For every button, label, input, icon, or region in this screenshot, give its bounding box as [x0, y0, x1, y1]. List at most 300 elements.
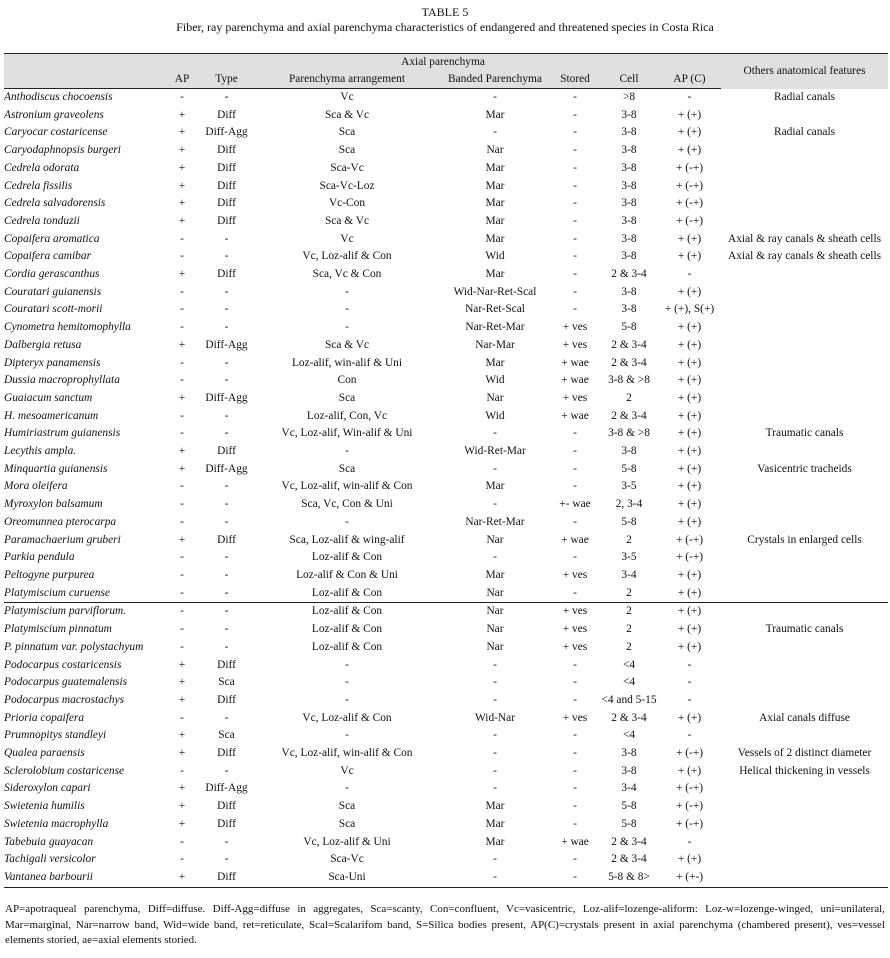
stored-cell: -: [573, 126, 577, 139]
table-row: [4, 301, 888, 319]
column-header: AP: [165, 71, 199, 89]
table-row: [4, 408, 888, 426]
ap-cell: -: [180, 711, 184, 724]
other-features-cell: [721, 266, 888, 284]
arrangement-cell: Sca & Vc: [324, 214, 370, 227]
arrangement-cell: Sca & Vc: [324, 108, 370, 121]
ap-cell: +: [178, 747, 186, 760]
table-row: [4, 692, 888, 710]
ap-crystals-cell: + (-+): [675, 747, 704, 760]
stored-cell: -: [573, 214, 577, 227]
type-cell: Diff: [217, 108, 236, 121]
stored-cell: -: [573, 427, 577, 440]
cell-size-cell: 3-8: [621, 303, 637, 316]
ap-cell: -: [180, 232, 184, 245]
species-name: Parkia pendula: [4, 551, 75, 564]
other-features-cell: Helical thickening in vessels: [739, 764, 870, 777]
ap-crystals-cell: + (-+): [675, 197, 704, 210]
species-header-blank: [4, 71, 165, 89]
arrangement-cell: Sca, Loz-alif & wing-alif: [289, 533, 405, 546]
other-features-cell: [721, 674, 888, 692]
stored-cell: + ves: [562, 321, 588, 334]
ap-crystals-cell: + (+): [677, 232, 702, 245]
cell-size-cell: 5-8: [621, 321, 637, 334]
other-features-cell: [721, 692, 888, 710]
ap-cell: -: [180, 409, 184, 422]
other-features-cell: [721, 284, 888, 302]
arrangement-cell: Vc: [340, 91, 354, 103]
table-row: [4, 710, 888, 728]
cell-size-cell: 3-8: [621, 161, 637, 174]
table-row: [4, 657, 888, 675]
type-cell: -: [224, 640, 229, 653]
species-name: Sclerolobium costaricense: [4, 764, 125, 777]
arrangement-cell: Sca-Vc: [330, 161, 364, 174]
banded-cell: Mar: [485, 268, 505, 281]
table-row: [4, 478, 888, 496]
stored-cell: + wae: [561, 409, 589, 422]
column-header: Banded Parenchyma: [440, 71, 550, 89]
ap-cell: -: [180, 250, 184, 263]
table-row: [4, 124, 888, 142]
table-row: [4, 372, 888, 390]
arrangement-cell: Sca-Vc: [330, 853, 364, 866]
species-name: Couratari guianensis: [4, 285, 102, 298]
banded-cell: Nar: [440, 603, 550, 621]
ap-cell: -: [180, 374, 184, 387]
type-cell: Diff: [199, 869, 254, 887]
banded-cell: Nar-Mar: [475, 338, 515, 351]
arrangement-cell: -: [345, 445, 349, 458]
type-cell: -: [224, 551, 229, 564]
arrangement-cell: -: [345, 658, 349, 671]
species-name: Copaifera camibar: [4, 250, 92, 263]
type-cell: Diff: [217, 144, 236, 157]
stored-cell: -: [573, 91, 577, 103]
stored-cell: -: [573, 551, 577, 564]
species-name: H. mesoamericanum: [4, 409, 99, 422]
arrangement-cell: -: [345, 285, 349, 298]
stored-cell: -: [573, 285, 577, 298]
ap-crystals-cell: + (+): [677, 427, 702, 440]
species-name: Prioria copaifera: [4, 711, 85, 724]
banded-cell: Wid-Nar: [474, 711, 516, 724]
arrangement-cell: Sca & Vc: [324, 338, 370, 351]
species-name: Podocarpus macrostachys: [4, 693, 125, 706]
other-features-cell: [721, 567, 888, 585]
stored-cell: + ves: [562, 623, 588, 636]
type-cell: -: [224, 711, 229, 724]
other-features-cell: [721, 834, 888, 852]
other-features-cell: [721, 496, 888, 514]
ap-crystals-cell: + (+): [677, 356, 702, 369]
ap-crystals-cell: + (+), S(+): [664, 303, 715, 316]
ap-cell: -: [180, 321, 184, 334]
table-row: [4, 337, 888, 355]
arrangement-cell: Vc-Con: [328, 197, 366, 210]
stored-cell: -: [573, 853, 577, 866]
arrangement-cell: Vc: [340, 232, 354, 245]
header-row-group: [4, 54, 888, 72]
stored-cell: + wae: [561, 356, 589, 369]
banded-cell: -: [493, 91, 497, 103]
species-name: Platymiscium parviflorum.: [4, 603, 165, 621]
table-row: [4, 585, 888, 603]
other-features-cell: [721, 798, 888, 816]
banded-cell: Mar: [485, 161, 505, 174]
arrangement-cell: Sca: [338, 126, 356, 139]
cell-size-cell: 3-8: [621, 232, 637, 245]
ap-cell: -: [180, 586, 184, 599]
table-row: [4, 178, 888, 196]
ap-crystals-cell: -: [687, 693, 692, 706]
banded-cell: -: [440, 869, 550, 887]
species-name: Lecythis ampla.: [4, 445, 77, 458]
stored-cell: -: [573, 782, 577, 795]
other-features-cell: [721, 142, 888, 160]
ap-cell: +: [178, 533, 186, 546]
arrangement-cell: Sca: [338, 144, 356, 157]
arrangement-cell: -: [345, 676, 349, 689]
stored-cell: -: [573, 658, 577, 671]
cell-size-cell: 2: [626, 640, 632, 653]
banded-cell: Mar: [485, 232, 505, 245]
cell-size-cell: >8: [622, 91, 636, 103]
arrangement-cell: -: [345, 303, 349, 316]
ap-crystals-cell: + (-+): [675, 533, 704, 546]
others-features-header: Others anatomical features: [721, 54, 888, 89]
arrangement-cell: -: [345, 321, 349, 334]
ap-cell: +: [178, 782, 186, 795]
table-title: Fiber, ray parenchyma and axial parenchyma characteristics of endangered and threatened species in Costa Rica: [176, 20, 714, 34]
type-cell: -: [224, 515, 229, 528]
arrangement-cell: Vc, Loz-alif & Con: [302, 250, 392, 263]
stored-cell: -: [573, 108, 577, 121]
other-features-cell: [721, 178, 888, 196]
arrangement-cell: Loz-alif & Con: [311, 551, 383, 564]
other-features-cell: [721, 851, 888, 869]
table-body: [4, 89, 888, 888]
arrangement-cell: Sca, Vc, Con & Uni: [301, 498, 393, 511]
species-name: Humiriastrum guianensis: [4, 427, 121, 440]
cell-size-cell: 2, 3-4: [615, 498, 643, 511]
table-row: [4, 89, 888, 107]
cell-size-cell: 3-8 & >8: [608, 374, 650, 387]
other-features-cell: [721, 301, 888, 319]
anatomy-table: [4, 53, 888, 888]
other-features-cell: [721, 390, 888, 408]
stored-cell: -: [573, 800, 577, 813]
type-cell: Diff: [217, 533, 236, 546]
cell-size-cell: 2 & 3-4: [611, 268, 647, 281]
other-features-cell: [721, 478, 888, 496]
type-cell: -: [224, 303, 229, 316]
stored-cell: -: [573, 161, 577, 174]
banded-cell: Wid-Nar-Ret-Scal: [453, 285, 537, 298]
banded-cell: Wid: [485, 374, 505, 387]
type-cell: Diff: [217, 693, 236, 706]
banded-cell: Nar: [486, 391, 504, 404]
banded-cell: Mar: [485, 800, 505, 813]
table-row: [4, 195, 888, 213]
stored-cell: + wae: [561, 374, 589, 387]
other-features-cell: [721, 337, 888, 355]
other-features-cell: [721, 514, 888, 532]
banded-cell: Mar: [485, 108, 505, 121]
cell-size-cell: 5-8: [621, 817, 637, 830]
cell-size-cell: 5-8: [621, 462, 637, 475]
table-row: [4, 798, 888, 816]
other-features-cell: [721, 549, 888, 567]
table-row: [4, 532, 888, 550]
table-row: [4, 727, 888, 745]
cell-size-cell: 3-8: [621, 144, 637, 157]
species-name: Cedrela odorata: [4, 161, 80, 174]
banded-cell: Nar: [486, 144, 504, 157]
species-name: Podocarpus costaricensis: [4, 658, 122, 671]
stored-cell: -: [573, 144, 577, 157]
cell-size-cell: 2: [626, 623, 632, 636]
cell-size-cell: 3-8: [621, 214, 637, 227]
other-features-cell: Traumatic canals: [765, 623, 844, 636]
other-features-cell: [721, 869, 888, 887]
column-header: Cell: [600, 71, 658, 89]
ap-crystals-cell: + (+): [677, 480, 702, 493]
arrangement-cell: Vc, Loz-alif, Win-alif & Uni: [281, 427, 413, 440]
stored-cell: -: [573, 747, 577, 760]
ap-crystals-cell: -: [687, 835, 692, 848]
banded-cell: -: [493, 764, 497, 777]
arrangement-cell: Vc, Loz-alif & Con: [302, 711, 392, 724]
ap-cell: -: [165, 603, 199, 621]
table-row: [4, 763, 888, 781]
cell-size-cell: 3-8: [621, 285, 637, 298]
ap-cell: +: [178, 179, 186, 192]
arrangement-cell: Sca: [338, 462, 356, 475]
ap-crystals-cell: -: [687, 268, 692, 281]
arrangement-cell: Loz-alif & Con: [311, 623, 383, 636]
species-name: Platymiscium pinnatum: [4, 623, 112, 636]
species-name: Dussia macroprophyllata: [4, 374, 120, 387]
type-cell: -: [224, 321, 229, 334]
arrangement-cell: Sca-Uni: [254, 869, 440, 887]
table-row: [4, 816, 888, 834]
cell-size-cell: <4 and 5-15: [601, 693, 657, 706]
table-row: [4, 107, 888, 125]
other-features-cell: [721, 657, 888, 675]
ap-cell: -: [180, 764, 184, 777]
ap-cell: +: [178, 144, 186, 157]
table-row: [4, 461, 888, 479]
cell-size-cell: 2 & 3-4: [611, 356, 647, 369]
arrangement-cell: -: [345, 782, 349, 795]
species-name: Cedrela tonduzii: [4, 214, 80, 227]
ap-crystals-cell: -: [687, 91, 692, 103]
other-features-cell: Axial & ray canals & sheath cells: [727, 250, 882, 263]
cell-size-cell: 3-8: [621, 445, 637, 458]
species-name: Tachigali versicolor: [4, 853, 96, 866]
ap-crystals-cell: + (+): [677, 285, 702, 298]
cell-size-cell: 5-8: [621, 515, 637, 528]
column-header: Parenchyma arrangement: [254, 71, 440, 89]
type-cell: -: [224, 232, 229, 245]
other-features-cell: [721, 160, 888, 178]
species-name: Qualea paraensis: [4, 747, 85, 760]
ap-cell: -: [180, 303, 184, 316]
ap-cell: -: [180, 623, 184, 636]
species-name: Mora oleifera: [4, 480, 68, 493]
type-cell: Diff: [217, 161, 236, 174]
species-name: Cedrela salvadorensis: [4, 197, 106, 210]
other-features-cell: [721, 639, 888, 657]
stored-cell: -: [573, 586, 577, 599]
species-name: Platymiscium curuense: [4, 586, 110, 599]
ap-crystals-cell: + (-+): [675, 782, 704, 795]
banded-cell: Mar: [485, 835, 505, 848]
other-features-cell: [721, 603, 888, 621]
banded-cell: -: [493, 853, 497, 866]
cell-size-cell: 3-8 & >8: [608, 427, 650, 440]
species-name: Swietenia humilis: [4, 800, 85, 813]
table-row: [4, 266, 888, 284]
ap-crystals-cell: + (+): [677, 640, 702, 653]
ap-cell: -: [180, 515, 184, 528]
stored-cell: +- wae: [559, 498, 591, 511]
ap-cell: -: [180, 551, 184, 564]
ap-cell: -: [180, 427, 184, 440]
ap-crystals-cell: + (-+): [675, 179, 704, 192]
species-name: Vantanea barbourii: [4, 869, 165, 887]
species-name: Copaifera aromatica: [4, 232, 100, 245]
ap-cell: +: [178, 817, 186, 830]
ap-cell: -: [180, 480, 184, 493]
type-cell: Diff-Agg: [205, 782, 248, 795]
type-cell: Diff-Agg: [205, 338, 248, 351]
ap-cell: +: [178, 161, 186, 174]
arrangement-cell: Loz-alif & Con: [311, 586, 383, 599]
cell-size-cell: 2: [600, 603, 658, 621]
type-cell: Diff: [217, 179, 236, 192]
stored-cell: -: [573, 303, 577, 316]
table-label: TABLE 5: [421, 5, 469, 19]
table-row: [4, 443, 888, 461]
cell-size-cell: 2: [626, 533, 632, 546]
table-row: [4, 355, 888, 373]
table-row: [4, 674, 888, 692]
type-cell: Diff: [217, 268, 236, 281]
cell-size-cell: 2 & 3-4: [611, 835, 647, 848]
cell-size-cell: 2 & 3-4: [611, 711, 647, 724]
banded-cell: -: [493, 782, 497, 795]
banded-cell: -: [493, 126, 497, 139]
cell-size-cell: 2: [626, 586, 632, 599]
other-features-cell: Axial & ray canals & sheath cells: [727, 232, 882, 245]
arrangement-cell: Con: [337, 374, 357, 387]
cell-size-cell: 3-8: [621, 126, 637, 139]
banded-cell: Nar: [486, 533, 504, 546]
type-cell: -: [224, 374, 229, 387]
stored-cell: -: [573, 729, 577, 742]
stored-cell: -: [573, 676, 577, 689]
banded-cell: Mar: [485, 197, 505, 210]
arrangement-cell: Loz-alif, win-alif & Uni: [291, 356, 403, 369]
other-features-cell: [721, 372, 888, 390]
banded-cell: Mar: [485, 817, 505, 830]
arrangement-cell: -: [345, 729, 349, 742]
stored-cell: + ves: [562, 338, 588, 351]
type-cell: -: [224, 498, 229, 511]
type-cell: -: [224, 250, 229, 263]
cell-size-cell: 2 & 3-4: [611, 853, 647, 866]
table-row: [4, 549, 888, 567]
species-name: Podocarpus guatemalensis: [4, 676, 128, 689]
cell-size-cell: 3-8: [621, 108, 637, 121]
axial-parenchyma-header: Axial parenchyma: [165, 54, 721, 72]
cell-size-cell: 3-4: [621, 568, 637, 581]
stored-cell: -: [573, 515, 577, 528]
arrangement-cell: Vc, Loz-alif, win-alif & Con: [281, 480, 413, 493]
table-row: [4, 639, 888, 657]
ap-cell: -: [180, 356, 184, 369]
ap-cell: +: [178, 214, 186, 227]
type-cell: Diff: [217, 214, 236, 227]
cell-size-cell: 3-5: [621, 551, 637, 564]
species-name: Tabebuia guayacan: [4, 835, 94, 848]
stored-cell: + ves: [562, 640, 588, 653]
other-features-cell: Radial canals: [774, 126, 836, 139]
banded-cell: Nar-Ret-Scal: [465, 303, 525, 316]
type-cell: -: [224, 623, 229, 636]
stored-cell: -: [573, 445, 577, 458]
type-cell: Diff-Agg: [205, 462, 248, 475]
ap-crystals-cell: + (+): [677, 409, 702, 422]
species-name: Oreomunnea pterocarpa: [4, 515, 117, 528]
type-cell: -: [224, 480, 229, 493]
type-cell: Diff: [217, 658, 236, 671]
stored-cell: -: [573, 232, 577, 245]
cell-size-cell: 3-5: [621, 480, 637, 493]
ap-crystals-cell: + (+): [677, 108, 702, 121]
type-cell: Diff-Agg: [205, 391, 248, 404]
table-row: [4, 319, 888, 337]
ap-crystals-cell: + (+): [677, 515, 702, 528]
other-features-cell: Vasicentric tracheids: [757, 462, 852, 475]
species-name: Dipteryx panamensis: [4, 356, 101, 369]
species-name: Cynometra hemitomophylla: [4, 321, 131, 334]
type-cell: -: [224, 356, 229, 369]
species-name: Peltogyne purpurea: [4, 568, 95, 581]
ap-crystals-cell: + (+): [658, 603, 721, 621]
table-row: [4, 231, 888, 249]
banded-cell: -: [493, 427, 497, 440]
stored-cell: -: [573, 693, 577, 706]
other-features-cell: [721, 107, 888, 125]
banded-cell: Mar: [485, 568, 505, 581]
ap-crystals-cell: + (-+): [675, 800, 704, 813]
table-row: [4, 745, 888, 763]
ap-crystals-cell: + (+): [677, 144, 702, 157]
species-name: Minquartia guianensis: [4, 462, 108, 475]
other-features-cell: [721, 585, 888, 603]
ap-cell: -: [180, 835, 184, 848]
other-features-cell: [721, 408, 888, 426]
other-features-cell: [721, 355, 888, 373]
species-name: Astronium graveolens: [4, 108, 104, 121]
ap-crystals-cell: + (+): [677, 498, 702, 511]
ap-crystals-cell: + (+): [677, 250, 702, 263]
column-header: Stored: [550, 71, 600, 89]
ap-cell: +: [178, 693, 186, 706]
